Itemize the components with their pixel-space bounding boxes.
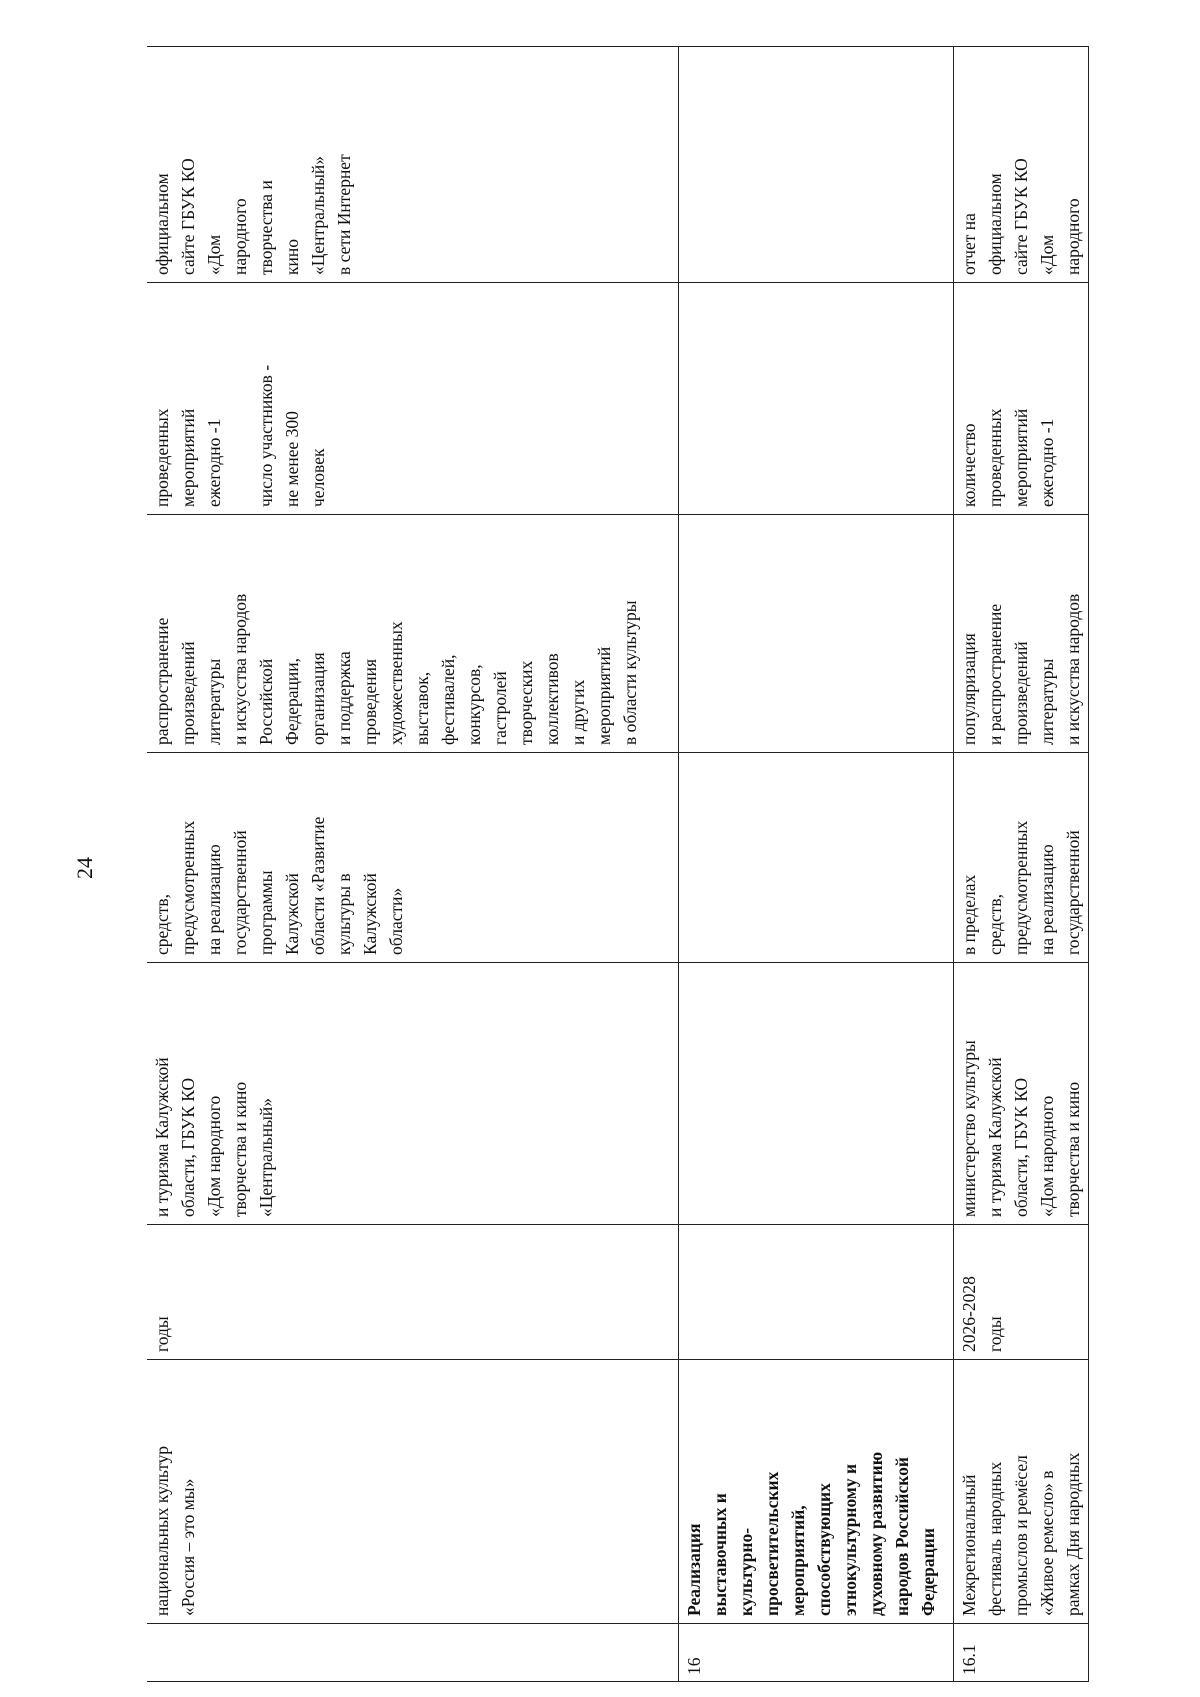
cell-result: распространение произведений литературы и искусства народов Российской Федерации, организация и поддержка проведения художественных выставок, фестивалей, конкурсов, гастролей творческих коллективов и других мероприятий в области культуры — [147, 515, 679, 753]
cell-funding — [679, 753, 954, 963]
cell-result: популяризация и распространение произведений литературы и искусства народов — [954, 515, 1089, 753]
cell-executors: и туризма Калужской области, ГБУК КО «Дом народного творчества и кино «Центральный» — [147, 963, 679, 1225]
cell-executors — [679, 963, 954, 1225]
cell-funding: в пределах средств, предусмотренных на реализацию государственной — [954, 753, 1089, 963]
cell-num: 16.1 — [954, 1624, 1089, 1682]
cell-indicator — [679, 283, 954, 515]
cell-period: годы — [147, 1225, 679, 1360]
measures-table — [147, 46, 1089, 1682]
table-row-continuation — [147, 47, 679, 1682]
cell-indicator: проведенных мероприятий ежегодно -1 число участников - не менее 300 человек — [147, 283, 679, 515]
cell-name: Реализация выставочных и культурно- просветительских мероприятий, способствующих этнокультурному и духовному развитию народов Российской Федерации — [679, 1360, 954, 1624]
cell-name: Межрегиональный фестиваль народных промыслов и ремёсел «Живое ремесло» в рамках Дня народных — [954, 1360, 1089, 1624]
table-row-16-1 — [954, 47, 1089, 1682]
rotated-table-container — [147, 47, 1083, 1682]
cell-indicator: количество проведенных мероприятий ежегодно -1 — [954, 283, 1089, 515]
cell-period — [679, 1225, 954, 1360]
cell-funding: средств, предусмотренных на реализацию государственной программы Калужской области «Развитие культуры в Калужской области» — [147, 753, 679, 963]
page-number: 24 — [72, 857, 97, 879]
cell-num — [147, 1624, 679, 1682]
cell-period: 2026-2028 годы — [954, 1225, 1089, 1360]
cell-name: национальных культур «Россия – это мы» — [147, 1360, 679, 1624]
cell-report — [679, 47, 954, 283]
cell-report: отчет на официальном сайте ГБУК КО «Дом народного — [954, 47, 1089, 283]
table-row-16 — [679, 47, 954, 1682]
cell-result — [679, 515, 954, 753]
cell-executors: министерство культуры и туризма Калужской области, ГБУК КО «Дом народного творчества и кино — [954, 963, 1089, 1225]
cell-report: официальном сайте ГБУК КО «Дом народного творчества и кино «Центральный» в сети Интернет — [147, 47, 679, 283]
cell-num: 16 — [679, 1624, 954, 1682]
